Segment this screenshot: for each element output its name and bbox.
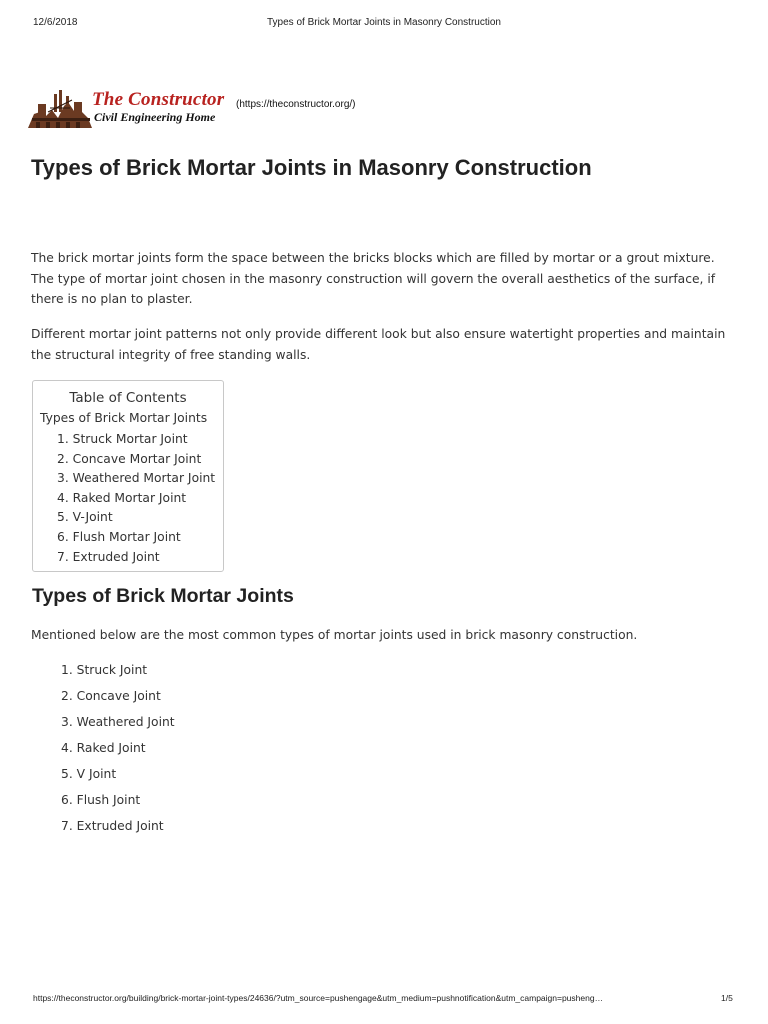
intro-paragraph-2: Different mortar joint patterns not only provide different look but also ensure watertight properties and maintain the structural integrity of free standing walls. <box>31 327 726 362</box>
page-title: Types of Brick Mortar Joints in Masonry Construction <box>31 155 592 180</box>
section-intro: Mentioned below are the most common types of mortar joints used in brick masonry construction. <box>31 628 638 642</box>
list-item: 2. Concave Joint <box>61 689 161 703</box>
intro-paragraph-1: The brick mortar joints form the space between the bricks blocks which are filled by mortar or a grout mixture. The type of mortar joint chosen in the masonry construction will govern the overall aesthetics of the surface, if there is no plan to plaster. <box>31 251 716 306</box>
toc-list <box>57 430 215 567</box>
toc-link-v-joint[interactable]: 5. V-Joint <box>57 510 113 525</box>
logo-brand-name: The Constructor <box>92 89 225 110</box>
building-emblem-icon <box>28 88 92 128</box>
joint-types-list <box>61 660 175 842</box>
page-number: 1/5 <box>721 993 733 1003</box>
toc-link-weathered[interactable]: 3. Weathered Mortar Joint <box>57 471 216 486</box>
toc-link-struck[interactable]: 1. Struck Mortar Joint <box>57 432 188 446</box>
list-item: 5. V Joint <box>61 767 117 781</box>
list-item: 7. Extruded Joint <box>61 819 164 833</box>
logo-tagline: Civil Engineering Home <box>94 110 216 124</box>
toc-link-flush[interactable]: 6. Flush Mortar Joint <box>57 529 181 544</box>
toc-title: Table of Contents <box>69 390 187 406</box>
toc-link-raked[interactable]: 4. Raked Mortar Joint <box>57 490 187 505</box>
list-item: 6. Flush Joint <box>61 793 141 807</box>
print-footer-url: https://theconstructor.org/building/brick-mortar-joint-types/24636/?utm_source=pushengage&utm_medium=pushnotification&utm_campaign=pusheng… <box>33 993 604 1003</box>
print-document-title: Types of Brick Mortar Joints in Masonry Construction <box>267 17 501 28</box>
list-item: 1. Struck Joint <box>61 663 148 677</box>
site-logo[interactable] <box>28 86 368 128</box>
section-heading: Types of Brick Mortar Joints <box>32 585 294 607</box>
toc-link-extruded[interactable]: 7. Extruded Joint <box>57 549 160 564</box>
toc-link-section[interactable]: Types of Brick Mortar Joints <box>40 411 208 425</box>
logo-url-link[interactable]: (https://theconstructor.org/) <box>236 99 356 110</box>
table-of-contents <box>32 380 224 572</box>
list-item: 4. Raked Joint <box>61 741 146 755</box>
print-date: 12/6/2018 <box>33 17 78 28</box>
toc-link-concave[interactable]: 2. Concave Mortar Joint <box>57 451 202 466</box>
list-item: 3. Weathered Joint <box>61 715 175 729</box>
